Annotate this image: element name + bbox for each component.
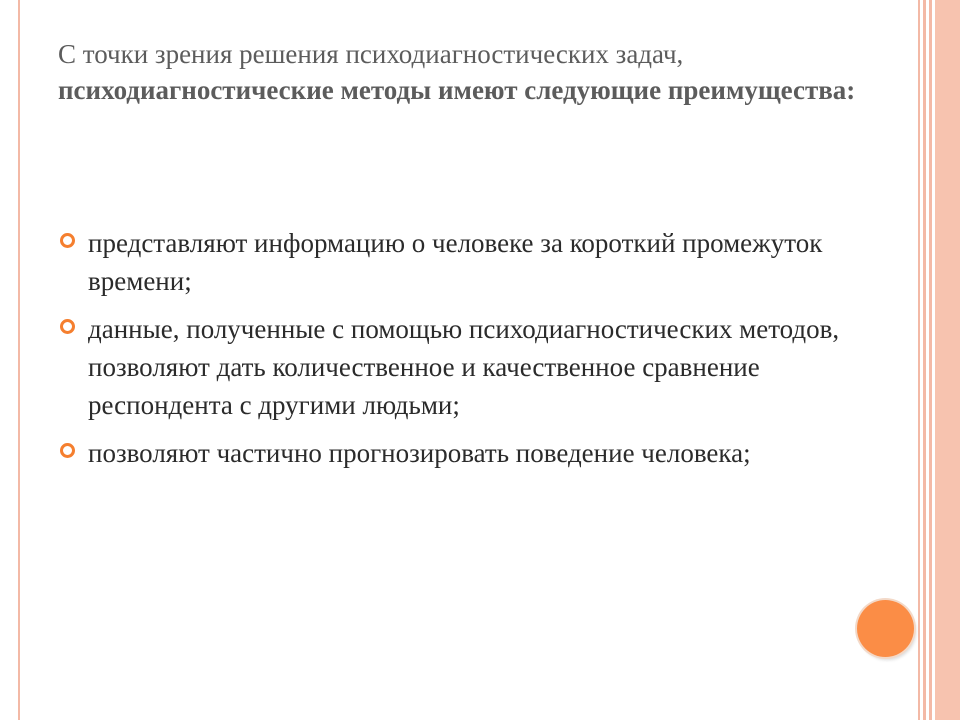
stripe <box>918 0 920 720</box>
left-border-line <box>18 0 20 720</box>
title-bold-text: психодиагностические методы имеют следующие преимущества: <box>58 75 856 105</box>
bullet-marker-icon <box>60 319 75 334</box>
stripe <box>923 0 926 720</box>
slide-title <box>58 36 898 108</box>
bullet-text: представляют информацию о человеке за короткий промежуток времени; <box>88 228 823 296</box>
bullet-text: позволяют частично прогнозировать поведение человека; <box>88 438 751 468</box>
bullet-text: данные, полученные с помощью психодиагностических методов, позволяют дать количественное и качественное сравнение респондента с другими людьми; <box>88 314 840 420</box>
stripe <box>929 0 932 720</box>
bullet-marker-icon <box>60 233 75 248</box>
bullet-item <box>60 434 860 472</box>
title-normal-text: С точки зрения решения психодиагностических задач, <box>58 39 684 69</box>
bullet-item <box>60 310 860 424</box>
bullet-item <box>60 224 860 300</box>
orange-circle-decoration-icon <box>857 600 914 657</box>
bullet-marker-icon <box>60 443 75 458</box>
right-decorative-stripes <box>918 0 960 720</box>
stripe <box>935 0 960 720</box>
bullet-list <box>60 224 860 482</box>
